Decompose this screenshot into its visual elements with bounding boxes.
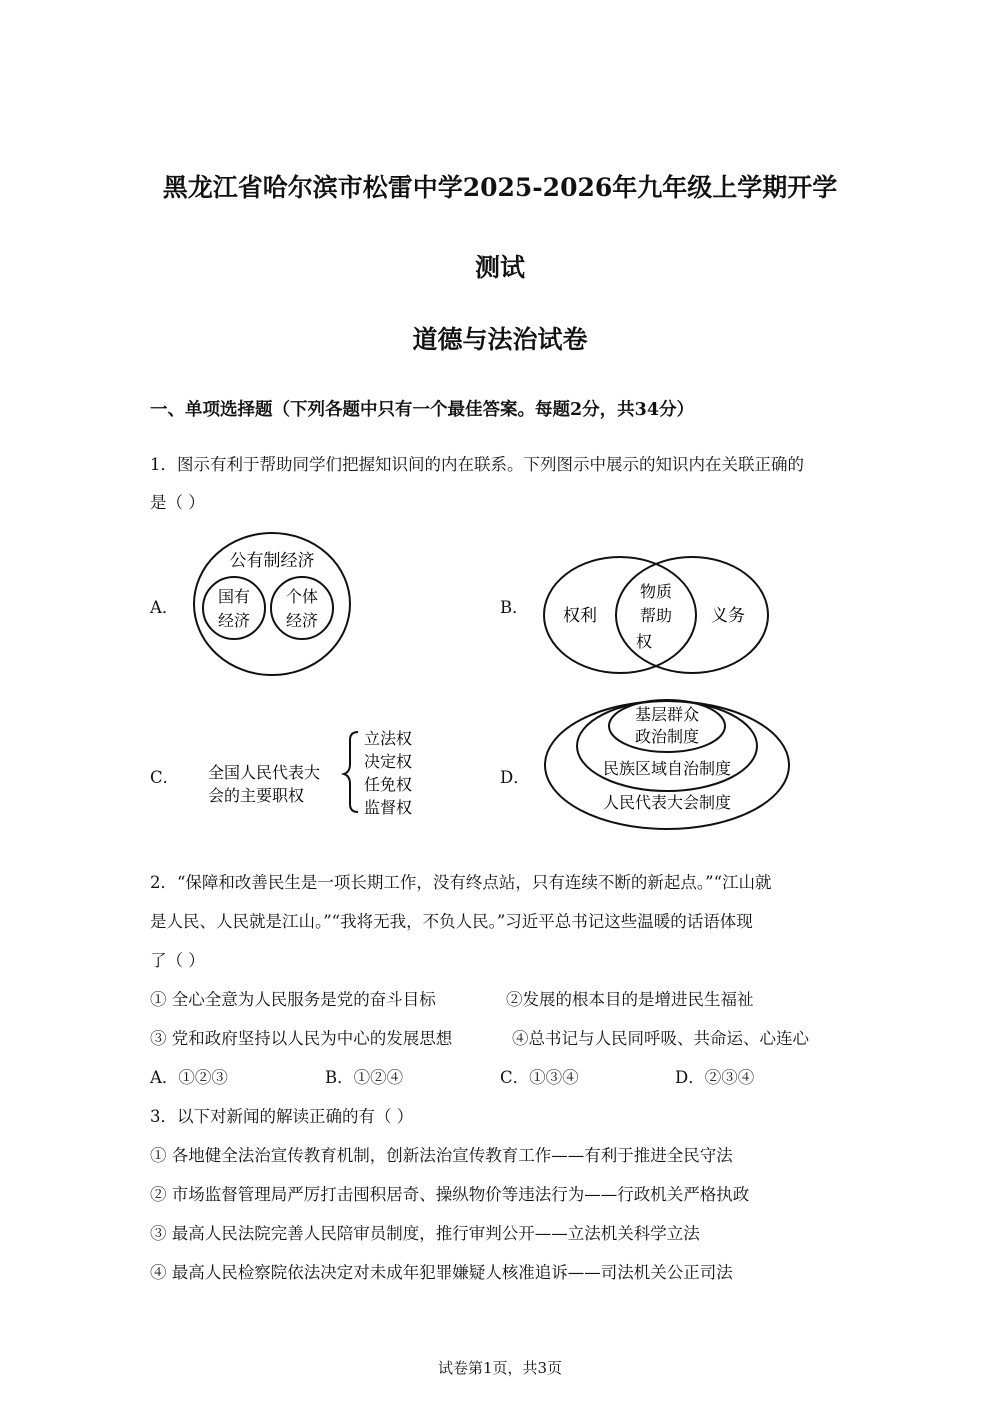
- q2-option-d: D．②③④: [675, 1068, 755, 1087]
- q1-option-c-label: C．: [150, 768, 180, 787]
- item-2: 决定权: [364, 752, 413, 771]
- q1-option-b-diagram: [540, 553, 775, 678]
- q1-option-c-diagram: [200, 722, 435, 822]
- right-label-2: 经济: [285, 611, 319, 630]
- item-1: 立法权: [364, 729, 413, 748]
- q1-option-b-label: B．: [500, 598, 529, 617]
- mid-label-1: 物质: [639, 582, 673, 601]
- left-label: 权利: [563, 606, 597, 626]
- left-label-2: 会的主要职权: [208, 786, 305, 805]
- q2-option-c: C．①③④: [500, 1068, 579, 1087]
- q1-option-a-label: A．: [150, 598, 179, 617]
- q1-stem-line1: 1．图示有利于帮助同学们把握知识间的内在联系。下列图示中展示的知识内在关联正确的: [150, 455, 804, 474]
- q2-option-b: B．①②④: [325, 1068, 404, 1087]
- mid-label-3: 权: [635, 632, 653, 651]
- page-footer: 试卷第1页，共3页: [437, 1359, 563, 1377]
- q2-option-a: A．①②③: [150, 1068, 228, 1087]
- q2-stem-line1: 2．“保障和改善民生是一项长期工作，没有终点站，只有连续不断的新起点。”“江山就: [150, 873, 772, 892]
- q2-stem-line3: 了（ ）: [150, 951, 205, 970]
- section-heading: 一、单项选择题（下列各题中只有一个最佳答案。每题2分，共34分）: [150, 400, 695, 420]
- q2-statement-1: ① 全心全意为人民服务是党的奋斗目标: [150, 990, 436, 1009]
- q1-option-d-label: D．: [500, 768, 530, 787]
- q1-stem-line2: 是（ ）: [150, 493, 205, 512]
- outer-label: 公有制经济: [229, 551, 315, 571]
- q1-option-d-diagram: [540, 694, 795, 834]
- q2-statement-2: ②发展的根本目的是增进民生福祉: [506, 990, 754, 1009]
- q3-statement-4: ④ 最高人民检察院依法决定对未成年犯罪嫌疑人核准追诉——司法机关公正司法: [150, 1263, 733, 1282]
- item-4: 监督权: [364, 798, 413, 817]
- q3-stem: 3．以下对新闻的解读正确的有（ ）: [150, 1107, 414, 1126]
- inner-label-1: 基层群众: [634, 705, 700, 724]
- right-label: 义务: [711, 606, 745, 626]
- outer-label: 人民代表大会制度: [602, 793, 732, 812]
- q3-statement-2: ② 市场监督管理局严厉打击囤积居奇、操纵物价等违法行为——行政机关严格执政: [150, 1185, 750, 1204]
- q3-statement-3: ③ 最高人民法院完善人民陪审员制度，推行审判公开——立法机关科学立法: [150, 1224, 700, 1243]
- exam-subtitle: 道德与法治试卷: [412, 325, 588, 354]
- middle-label: 民族区域自治制度: [602, 759, 732, 778]
- left-label-1: 国有: [217, 587, 251, 606]
- q2-stem-line2: 是人民、人民就是江山。”“我将无我，不负人民。”习近平总书记这些温暖的话语体现: [150, 912, 753, 931]
- brace: [344, 732, 358, 812]
- left-label-1: 全国人民代表大: [208, 763, 321, 782]
- mid-label-2: 帮助: [639, 606, 673, 625]
- right-ellipse: [616, 557, 768, 673]
- q1-option-a-diagram: [190, 528, 355, 680]
- exam-title-line1: 黑龙江省哈尔滨市松雷中学2025-2026年九年级上学期开学: [162, 173, 838, 202]
- q2-statement-3: ③ 党和政府坚持以人民为中心的发展思想: [150, 1029, 453, 1048]
- q2-statement-4: ④总书记与人民同呼吸、共命运、心连心: [512, 1029, 809, 1048]
- q3-statement-1: ① 各地健全法治宣传教育机制，创新法治宣传教育工作——有利于推进全民守法: [150, 1146, 733, 1165]
- left-label-2: 经济: [217, 611, 251, 630]
- right-label-1: 个体: [285, 587, 319, 606]
- item-3: 任免权: [364, 775, 413, 794]
- exam-title-line2: 测试: [474, 253, 525, 282]
- inner-label-2: 政治制度: [634, 727, 700, 746]
